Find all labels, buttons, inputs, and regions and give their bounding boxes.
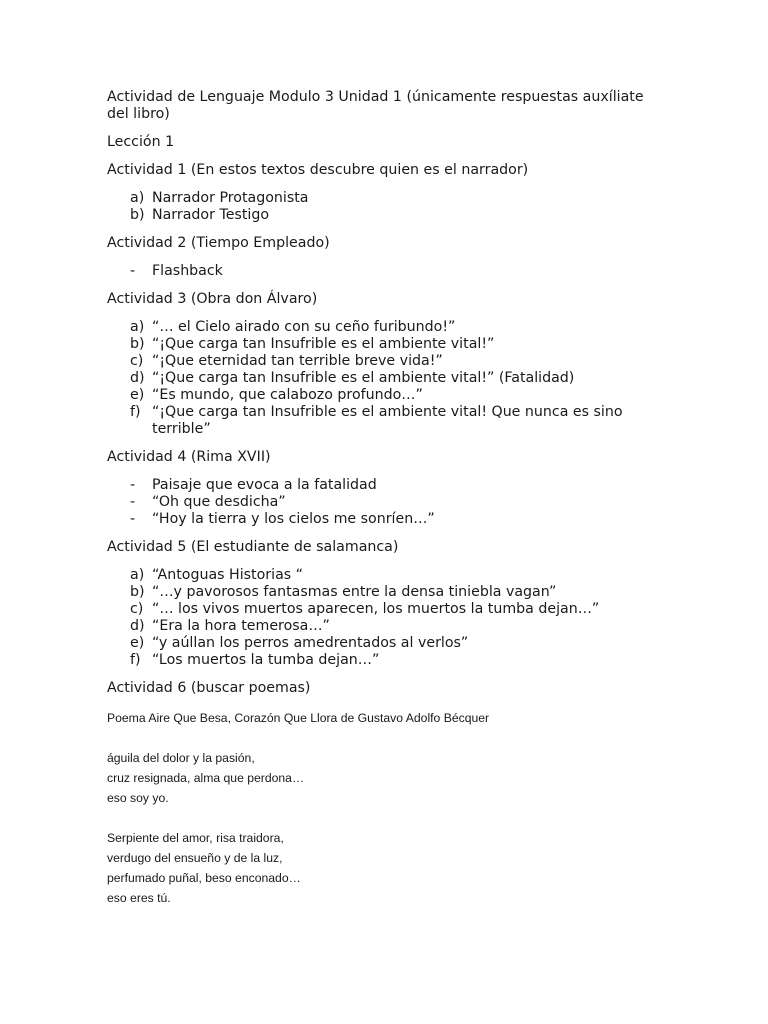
- list-marker: c): [130, 353, 144, 369]
- list-marker: a): [130, 567, 145, 583]
- activity-4-list: [107, 477, 667, 528]
- list-marker: -: [130, 477, 136, 493]
- list-item-text: “… los vivos muertos aparecen, los muertos la tumba dejan…”: [152, 601, 600, 617]
- poem-title: Poema Aire Que Besa, Corazón Que Llora de Gustavo Adolfo Bécquer: [107, 711, 490, 725]
- list-item: [107, 336, 667, 353]
- activity-2-list: [107, 263, 667, 280]
- list-item: [107, 370, 667, 387]
- list-item: [107, 404, 667, 438]
- list-item: [107, 477, 667, 494]
- poem-line: Serpiente del amor, risa traidora,: [107, 831, 284, 845]
- list-item: [107, 387, 667, 404]
- activity-5-heading: Actividad 5 (El estudiante de salamanca): [107, 539, 399, 555]
- document-body: [107, 89, 667, 697]
- list-marker: b): [130, 584, 145, 600]
- list-marker: c): [130, 601, 144, 617]
- list-item-text: Flashback: [152, 263, 223, 279]
- poem-line: águila del dolor y la pasión,: [107, 751, 255, 765]
- activity-1-list: [107, 190, 667, 224]
- poem-line: perfumado puñal, beso enconado…: [107, 871, 301, 885]
- list-item-text: “…y pavorosos fantasmas entre la densa tiniebla vagan”: [152, 584, 557, 600]
- list-item-text: “Antoguas Historias “: [152, 567, 304, 583]
- list-marker: b): [130, 207, 145, 223]
- list-marker: e): [130, 635, 145, 651]
- list-item-text: “Hoy la tierra y los cielos me sonríen…”: [152, 511, 435, 527]
- list-item: [107, 207, 667, 224]
- activity-1-heading: Actividad 1 (En estos textos descubre quien es el narrador): [107, 162, 529, 178]
- list-marker: e): [130, 387, 145, 403]
- list-item-text: “Era la hora temerosa…”: [152, 618, 330, 634]
- list-marker: -: [130, 494, 136, 510]
- list-item-text: “Los muertos la tumba dejan…”: [152, 652, 380, 668]
- list-item: [107, 635, 667, 652]
- list-marker: d): [130, 370, 145, 386]
- list-item-text: “¡Que carga tan Insufrible es el ambiente vital!”: [152, 336, 495, 352]
- list-item-text: “¡Que carga tan Insufrible es el ambiente vital!” (Fatalidad): [152, 370, 575, 386]
- list-marker: d): [130, 618, 145, 634]
- activity-6-heading: Actividad 6 (buscar poemas): [107, 680, 311, 696]
- activity-4-heading: Actividad 4 (Rima XVII): [107, 449, 271, 465]
- list-item: [107, 263, 667, 280]
- list-item: [107, 618, 667, 635]
- activity-5-list: [107, 567, 667, 669]
- list-item-text: “¡Que carga tan Insufrible es el ambiente vital! Que nunca es sino terrible”: [152, 404, 623, 437]
- list-item-text: “¡Que eternidad tan terrible breve vida!”: [152, 353, 443, 369]
- list-item: [107, 190, 667, 207]
- activity-3-heading: Actividad 3 (Obra don Álvaro): [107, 291, 318, 307]
- list-item: [107, 319, 667, 336]
- list-marker: -: [130, 263, 136, 279]
- list-item: [107, 511, 667, 528]
- activity-2-heading: Actividad 2 (Tiempo Empleado): [107, 235, 330, 251]
- poem-line: eso eres tú.: [107, 891, 171, 905]
- list-item-text: Narrador Protagonista: [152, 190, 309, 206]
- list-marker: f): [130, 404, 141, 420]
- list-marker: b): [130, 336, 145, 352]
- list-item: [107, 567, 667, 584]
- list-item-text: “y aúllan los perros amedrentados al verlos”: [152, 635, 469, 651]
- list-item-text: Paisaje que evoca a la fatalidad: [152, 477, 377, 493]
- poem-stanza-1: [107, 748, 667, 808]
- list-item: [107, 494, 667, 511]
- activity-3-list: [107, 319, 667, 438]
- list-item-text: “Oh que desdicha”: [152, 494, 286, 510]
- poem-stanza-2: [107, 828, 667, 908]
- list-marker: a): [130, 190, 145, 206]
- list-marker: f): [130, 652, 141, 668]
- poem-line: eso soy yo.: [107, 791, 169, 805]
- list-item-text: “Es mundo, que calabozo profundo…”: [152, 387, 423, 403]
- poem-line: cruz resignada, alma que perdona…: [107, 771, 305, 785]
- list-item-text: Narrador Testigo: [152, 207, 270, 223]
- list-item: [107, 652, 667, 669]
- list-marker: a): [130, 319, 145, 335]
- list-item: [107, 584, 667, 601]
- poem-line: verdugo del ensueño y de la luz,: [107, 851, 283, 865]
- list-item-text: “… el Cielo airado con su ceño furibundo!”: [152, 319, 456, 335]
- list-item: [107, 353, 667, 370]
- list-item: [107, 601, 667, 618]
- lesson-heading: Lección 1: [107, 134, 175, 150]
- list-marker: -: [130, 511, 136, 527]
- document-title: Actividad de Lenguaje Modulo 3 Unidad 1 (únicamente respuestas auxíliate del libro): [107, 89, 644, 122]
- poem-block: [107, 708, 667, 908]
